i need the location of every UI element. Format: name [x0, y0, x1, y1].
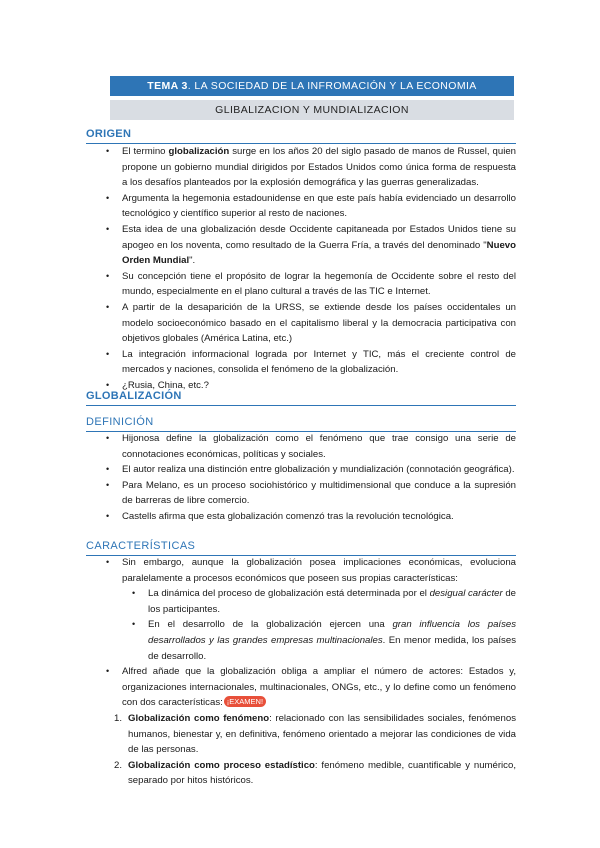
- item-text: Su concepción tiene el propósito de lograr la hegemonía de Occidente sobre el resto del mundo, especialmente en el plano cultural a través de las TIC e Internet.: [122, 270, 516, 298]
- bullet-icon: •: [106, 433, 110, 443]
- list-item: [86, 664, 516, 711]
- bullet-icon: •: [106, 270, 110, 281]
- sub-bullet-icon: •: [132, 619, 136, 630]
- exam-tag: ¡EXAMEN!: [224, 696, 266, 707]
- list-item: [86, 431, 516, 462]
- bullet-icon: •: [106, 510, 110, 521]
- list-item: [86, 478, 516, 509]
- sub-bullet-icon: •: [132, 588, 136, 599]
- list-item: [86, 758, 516, 789]
- topic-number: TEMA 3: [147, 80, 188, 92]
- list-item: [86, 144, 516, 191]
- origen-list: [86, 144, 516, 394]
- bullet-icon: •: [106, 146, 110, 156]
- list-item: [86, 555, 516, 586]
- list-item: [86, 222, 516, 269]
- item-bold: Globalización como proceso estadístico: [128, 759, 315, 771]
- item-text: A partir de la desaparición de la URSS, se extiende desde los países occidentales un modelo socioeconómico basado en el capitalismo liberal y la democracia participativa con objetivos globales (América Latina, etc.): [122, 301, 516, 345]
- bullet-icon: •: [106, 348, 110, 359]
- caracteristicas-list: [86, 555, 516, 586]
- list-item: [86, 586, 516, 617]
- item-text: En el desarrollo de la globalización ejercen una: [148, 619, 393, 631]
- list-item: [86, 617, 516, 664]
- item-bold: Nuevo Orden Mundial: [122, 239, 516, 267]
- item-text: : fenómeno medible, cuantificable y numérico, separado por hitos históricos.: [128, 759, 516, 787]
- heading-caracteristicas: CARACTERÍSTICAS: [86, 540, 516, 556]
- characteristics-numbered-list: [86, 711, 516, 789]
- topic-title: . LA SOCIEDAD DE LA INFROMACIÓN Y LA ECONOMIA: [187, 80, 477, 92]
- item-text: de los participantes.: [148, 588, 516, 615]
- item-italic: desigual carácter: [429, 588, 503, 600]
- item-bold: globalización: [168, 146, 230, 157]
- item-text: . En menor medida, los países de desarrollo.: [148, 634, 516, 662]
- item-text: Alfred añade que la globalización obliga a ampliar el número de actores: Estados y, organizaciones internacionales, multinacionales, ONGs, etc., y lo define como un fenómeno con dos características:: [122, 666, 516, 709]
- list-item: [86, 711, 516, 758]
- item-text: surge en los años 20 del siglo pasado de manos de Russel, quien propone un gobierno mundial dirigidos por Estados Unidos como única forma de respuesta a los desafíos planteados por la explosión demográfica y las guerras generalizadas.: [122, 146, 516, 189]
- caracteristicas-section: [86, 555, 516, 789]
- item-number: 1.: [114, 712, 123, 724]
- caracteristicas-sublist: [86, 586, 516, 664]
- list-item: [86, 509, 516, 525]
- definicion-section: [86, 431, 516, 525]
- item-text: Argumenta la hegemonia estadounidense en que este país había evidenciado un desarrollo tecnológico y científico superior al resto de naciones.: [122, 192, 516, 220]
- heading-definicion: DEFINICIÓN: [86, 416, 516, 432]
- list-item: [86, 269, 516, 300]
- bullet-icon: •: [106, 666, 110, 677]
- item-text: ¿Rusia, China, etc.?: [122, 379, 209, 391]
- item-bold: Globalización como fenómeno: [128, 712, 270, 724]
- topic-banner: [110, 76, 514, 96]
- definicion-list: [86, 431, 516, 525]
- list-item: [86, 300, 516, 347]
- item-number: 2.: [114, 759, 123, 771]
- bullet-icon: •: [106, 379, 110, 390]
- bullet-icon: •: [106, 557, 110, 567]
- subtitle-banner: GLIBALIZACION Y MUNDIALIZACION: [110, 100, 514, 120]
- item-text: : relacionado con las sensibilidades sociales, fenómenos humanos, bienestar y, en definitiva, fenómeno orientado a mejorar las condiciones de vida de las personas.: [128, 712, 516, 756]
- list-item: [86, 191, 516, 222]
- bullet-icon: •: [106, 192, 110, 203]
- bullet-icon: •: [106, 301, 110, 312]
- item-text: Hijonosa define la globalización como el fenómeno que trae consigo una serie de connotaciones económicas, políticas y sociales.: [122, 433, 516, 460]
- list-item: [86, 462, 516, 478]
- item-text: La dinámica del proceso de globalización está determinada por el: [148, 588, 430, 600]
- alfred-list: [86, 664, 516, 711]
- origen-section: [86, 144, 516, 394]
- heading-globalizacion: GLOBALIZACIÓN: [86, 390, 516, 406]
- item-italic: gran influencia los países desarrollados y las grandes empresas multinacionales: [148, 619, 517, 646]
- item-text: Castells afirma que esta globalización comenzó tras la revolución tecnológica.: [122, 510, 454, 522]
- bullet-icon: •: [106, 223, 110, 234]
- item-text: El termino: [122, 146, 169, 157]
- bullet-icon: •: [106, 479, 110, 490]
- item-text: Esta idea de una globalización desde Occidente capitaneada por Estados Unidos tiene su apogeo en los noventa, como resultado de la Guerra Fría, a través del denominado ": [122, 223, 516, 251]
- bullet-icon: •: [106, 464, 110, 475]
- heading-origen: ORIGEN: [86, 128, 516, 144]
- item-text: Para Melano, es un proceso sociohistórico y multidimensional que conduce a la supresión de barreras de libre comercio.: [122, 479, 516, 507]
- item-text: ".: [189, 255, 196, 267]
- list-item: [86, 347, 516, 378]
- item-text: El autor realiza una distinción entre globalización y mundialización (connotación geográfica).: [122, 464, 515, 476]
- item-text: La integración informacional lograda por Internet y TIC, más el creciente control de mercados y naciones, consolida el fenómeno de la globalización.: [122, 348, 516, 376]
- item-text: Sin embargo, aunque la globalización posea implicaciones económicas, evoluciona paralelamente a procesos económicos que poseen sus propias características:: [122, 557, 516, 584]
